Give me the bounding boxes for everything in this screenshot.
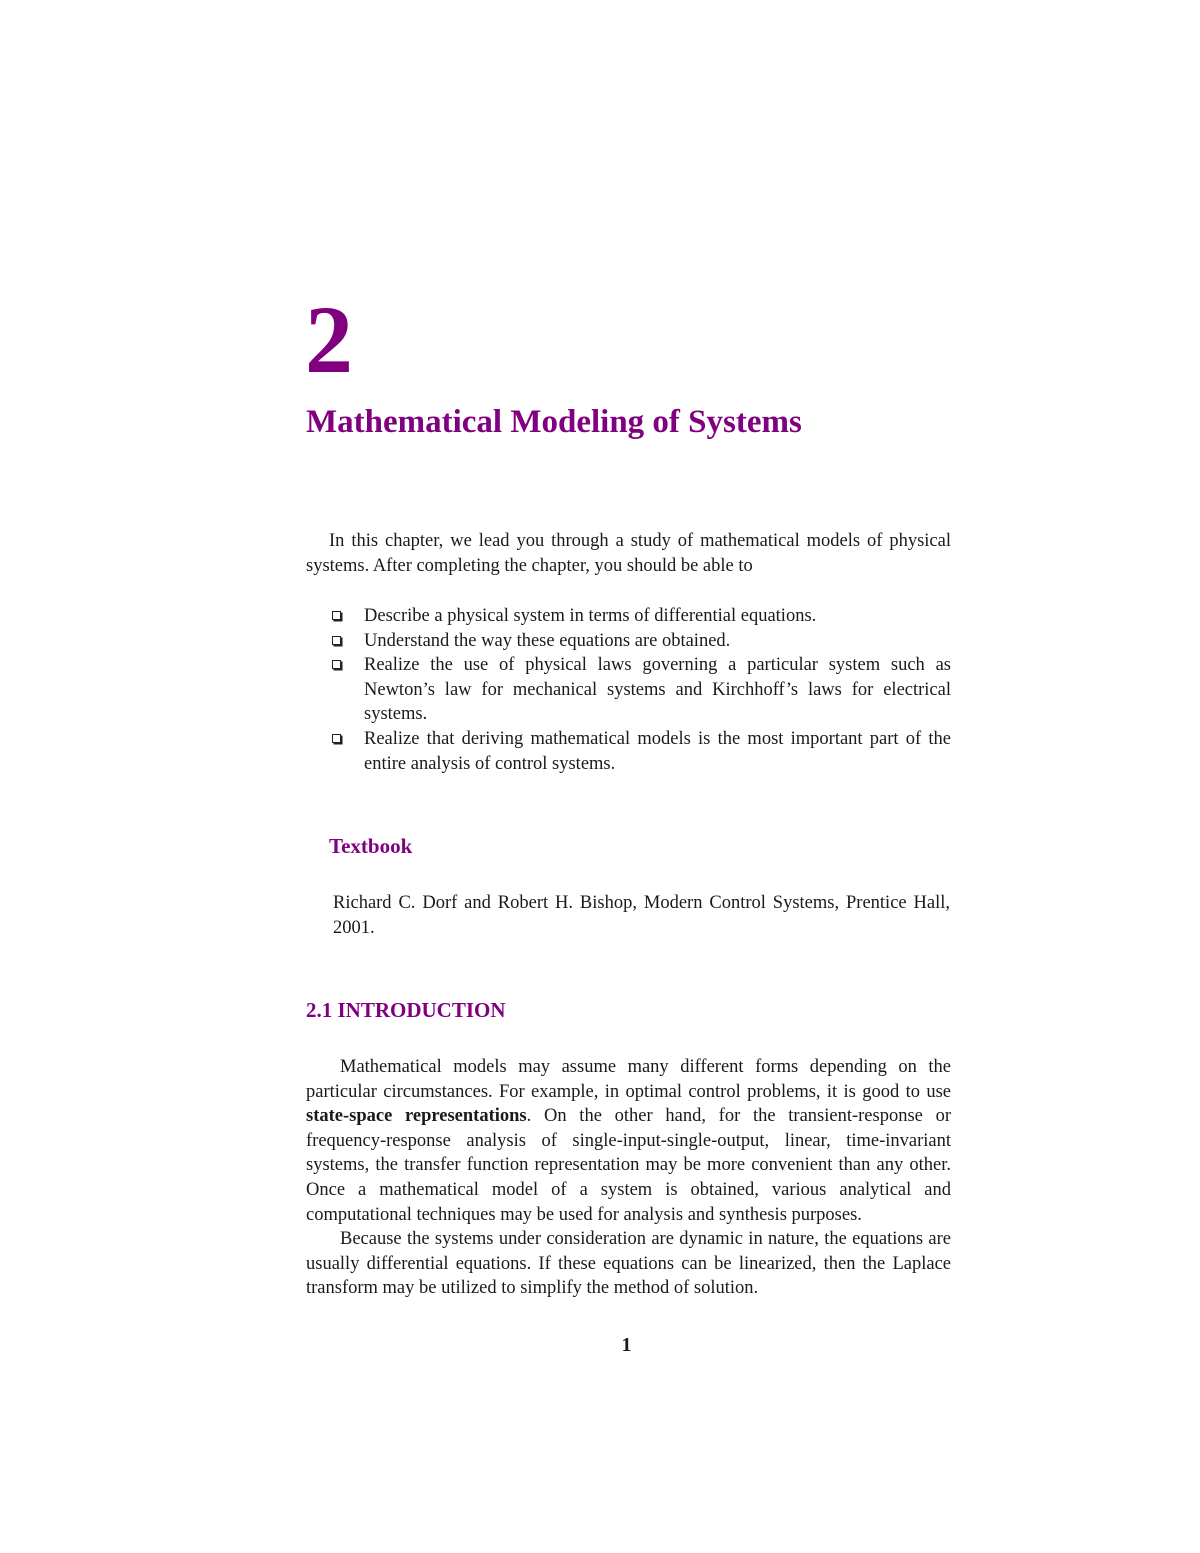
chapter-title: Mathematical Modeling of Systems — [306, 404, 802, 440]
list-item — [306, 629, 951, 654]
objective-text: Understand the way these equations are obtained. — [364, 630, 731, 651]
section-paragraph-1 — [306, 1055, 951, 1227]
textbook-heading: Textbook — [329, 834, 413, 858]
objective-text: Describe a physical system in terms of differential equations. — [364, 606, 817, 626]
intro-paragraph: In this chapter, we lead you through a study of mathematical models of physical systems. After completing the chapter, you should be able to — [306, 531, 951, 576]
list-item — [306, 727, 951, 776]
page-number: 1 — [621, 1334, 632, 1356]
objectives-list — [306, 604, 951, 776]
chapter-number: 2 — [305, 286, 353, 393]
section-body — [306, 1055, 951, 1301]
list-item — [306, 653, 951, 727]
objective-text: Realize the use of physical laws governing a particular system such as Newton’s law for mechanical systems and Kirchhoff’s laws for electrical systems. — [364, 655, 951, 725]
paragraph-text: . On the other hand, for the transient-response or frequency-response analysis of single-input-single-output, linear, time-invariant systems, the transfer function representation may be more convenient than any other. Once a mathematical model of a system is obtained, various analytical and computational techniques may be used for analysis and synthesis purposes. — [306, 1106, 951, 1225]
list-item — [306, 604, 951, 629]
checkbox-bullet-icon — [332, 611, 341, 620]
checkbox-bullet-icon — [332, 660, 341, 669]
checkbox-bullet-icon — [332, 636, 341, 645]
objective-text: Realize that deriving mathematical models is the most important part of the entire analysis of control systems. — [364, 728, 951, 774]
bold-term: state-space representations — [306, 1106, 527, 1127]
section-paragraph-2: Because the systems under consideration are dynamic in nature, the equations are usually differential equations. If these equations can be linearized, then the Laplace transform may be utilized to simplify the method of solution. — [306, 1229, 951, 1299]
paragraph-text: Mathematical models may assume many different forms depending on the particular circumstances. For example, in optimal control problems, it is good to use — [306, 1057, 951, 1102]
checkbox-bullet-icon — [332, 734, 341, 743]
textbook-reference: Richard C. Dorf and Robert H. Bishop, Modern Control Systems, Prentice Hall, 2001. — [333, 893, 950, 938]
section-heading: 2.1 INTRODUCTION — [306, 998, 506, 1022]
